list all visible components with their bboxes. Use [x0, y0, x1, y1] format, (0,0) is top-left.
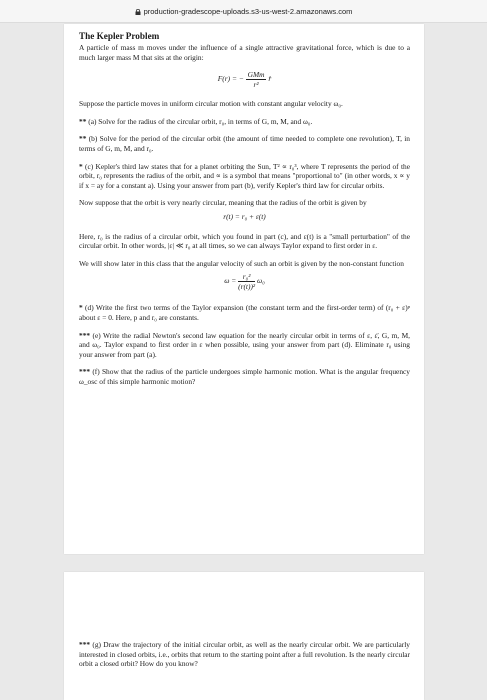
part-g-marks: ***: [79, 640, 91, 649]
url-text: production-gradescope-uploads.s3-us-west-2.amazonaws.com: [143, 6, 353, 16]
part-e-text: (e) Write the radial Newton's second law equation for the nearly circular orbit in terms of ε, ε̈, G, m, M, and ω₀. Taylor expand to first order in ε when possible, using your answer from part (d). Eliminate r₀ using your answer from part (a).: [79, 330, 410, 359]
part-d: [79, 303, 410, 322]
part-b-marks: **: [79, 134, 87, 144]
omega-equation: [79, 272, 410, 291]
part-c: [79, 162, 410, 191]
force-denominator: r²: [253, 80, 259, 90]
nearly-circular-paragraph: Now suppose that the orbit is very nearly circular, meaning that the radius of the orbit is given by: [79, 198, 367, 208]
omega-denominator: (r(t))²: [238, 282, 256, 292]
page-1-content: [79, 31, 410, 394]
part-a-marks: **: [79, 116, 87, 126]
part-g-text: (g) Draw the trajectory of the initial circular orbit, as well as the nearly circular orbit. We are particularly interested in closed orbits, i.e., orbits that return to the starting point after a full revolution. Is the nearly circular orbit a closed orbit? How do you know?: [79, 640, 410, 669]
angular-velocity-paragraph: We will show later in this class that the angular velocity of such an orbit is given by the non-constant function: [79, 258, 404, 268]
force-eq-rhs: r̂: [268, 74, 272, 84]
browser-address-bar[interactable]: [0, 0, 487, 23]
force-fraction: [246, 70, 267, 89]
part-f: [79, 367, 410, 386]
lock-icon: [135, 9, 141, 15]
setup-paragraph: Suppose the particle moves in uniform circular motion with constant angular velocity ω₀.: [79, 99, 343, 109]
omega-eq-lhs: ω =: [224, 276, 237, 286]
part-b-text: (b) Solve for the period of the circular orbit (the amount of time needed to complete one revolution), T, in terms of G, m, M, and r₀.: [79, 134, 410, 153]
force-equation: [79, 70, 410, 89]
part-a-text: (a) Solve for the radius of the circular orbit, r₀, in terms of G, m, M, and ω₀.: [88, 116, 313, 126]
perturbation-paragraph: Here, r₀ is the radius of a circular orbit, which you found in part (c), and ε(t) is a "small perturbation" of the circular orbit. In other words, |ε| ≪ r₀ at all times, so we can always Taylor expand to first order in ε.: [79, 231, 410, 251]
part-c-text: (c) Kepler's third law states that for a planet orbiting the Sun, T² ∝ r₀³, where T represents the period of the orbit, r₀ represents the radius of the orbit, and ∝ is a symbol that means "proportional to" (in other words, x ∝ y if x = ay for a constant a). Using your answer from part (b), verify Kepler's third law for circular orbits.: [79, 161, 410, 190]
page-2-content: [79, 640, 410, 677]
force-eq-lhs: F(r) = −: [217, 74, 244, 84]
part-b: [79, 134, 410, 153]
part-d-marks: *: [79, 303, 83, 313]
intro-paragraph: A particle of mass m moves under the influence of a single attractive gravitational force, which is due to a much larger mass M that sits at the origin:: [79, 43, 410, 62]
part-g: [79, 640, 410, 669]
omega-eq-rhs: ω₀: [256, 276, 265, 286]
omega-fraction: [238, 272, 255, 291]
part-e: [79, 331, 410, 360]
force-numerator: GMm: [247, 70, 265, 80]
omega-numerator: r₀²: [238, 272, 255, 282]
part-a: [79, 117, 410, 127]
part-d-text: (d) Write the first two terms of the Taylor expansion (the constant term and the first-order term) of (r₀ + ε)ᵖ about ε = 0. Here, p and r₀ are constants.: [79, 303, 410, 322]
document-page-2: [64, 572, 424, 700]
part-f-marks: ***: [79, 367, 91, 377]
part-c-marks: *: [79, 161, 83, 171]
problem-title: The Kepler Problem: [79, 31, 160, 41]
part-e-marks: ***: [79, 330, 91, 340]
radius-equation: r(t) = r₀ + ε(t): [223, 211, 266, 221]
part-f-text: (f) Show that the radius of the particle undergoes simple harmonic motion. What is the angular frequency ω_osc of this simple harmonic motion?: [79, 367, 410, 386]
document-page-1: [64, 24, 424, 554]
